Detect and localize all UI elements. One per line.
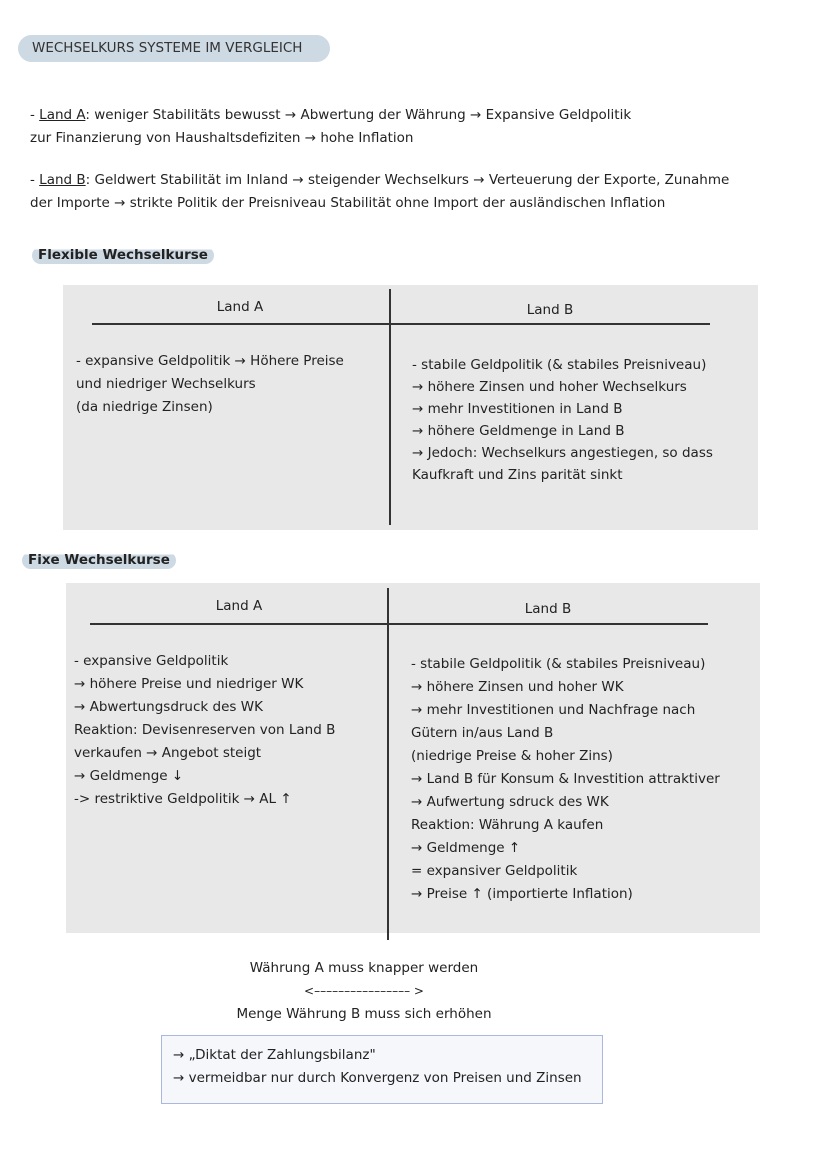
- cell-line: → Jedoch: Wechselkurs angestiegen, so dass: [412, 445, 713, 461]
- flexible-table: [63, 285, 758, 530]
- cell-line: → Land B für Konsum & Investition attraktiver: [411, 771, 720, 787]
- fixe-table: [66, 583, 760, 933]
- intro-land-a: - Land A: weniger Stabilitäts bewusst → Abwertung der Währung → Expansive Geldpolitik zur Finanzierung von Haushaltsdefiziten → hohe Inflation: [30, 104, 631, 150]
- fixe-header-a: Land A: [215, 598, 263, 614]
- cell-line: → Preise ↑ (importierte Inflation): [411, 886, 633, 902]
- cell-line: → Aufwertung sdruck des WK: [411, 794, 609, 810]
- flexible-heading: Flexible Wechselkurse: [32, 247, 214, 264]
- cell-line: Kaufkraft und Zins parität sinkt: [412, 467, 623, 483]
- land-a-text: : weniger Stabilitäts bewusst → Abwertung der Währung → Expansive Geldpolitik: [85, 107, 632, 123]
- cell-line: Gütern in/aus Land B: [411, 725, 554, 741]
- cell-line: → höhere Zinsen und hoher WK: [411, 679, 624, 695]
- cell-line: = expansiver Geldpolitik: [411, 863, 578, 879]
- cell-line: → mehr Investitionen und Nachfrage nach: [411, 702, 696, 718]
- land-a-label: Land A: [39, 107, 86, 123]
- intro-land-b: - Land B: Geldwert Stabilität im Inland → steigender Wechselkurs → Verteuerung der Exporte, Zunahme der Importe → strikte Politik der Preisniveau Stabilität ohne Import der ausländischen Inflation: [30, 169, 729, 215]
- flexible-header-a: Land A: [216, 299, 264, 315]
- land-b-text: : Geldwert Stabilität im Inland → steigender Wechselkurs → Verteuerung der Exporte, Zunahme: [85, 172, 730, 188]
- cell-line: (da niedrige Zinsen): [76, 399, 213, 415]
- cell-line: → Geldmenge ↑: [411, 840, 521, 856]
- land-b-label: Land B: [39, 172, 86, 188]
- cell-line: → mehr Investitionen in Land B: [412, 401, 623, 417]
- cell-line: → höhere Geldmenge in Land B: [412, 423, 625, 439]
- land-b-text-2: der Importe → strikte Politik der Preisniveau Stabilität ohne Import der ausländischen Inflation: [30, 195, 666, 211]
- double-arrow: <–––––––––––––––– >: [304, 984, 424, 998]
- flexible-cell-a: [76, 350, 344, 419]
- flexible-header-b: Land B: [526, 302, 574, 318]
- conclusion-line: → vermeidbar nur durch Konvergenz von Preisen und Zinsen: [173, 1070, 582, 1086]
- cell-line: - expansive Geldpolitik → Höhere Preise: [76, 353, 344, 369]
- summary-line-2: Menge Währung B muss sich erhöhen: [236, 1006, 492, 1022]
- cell-line: → Abwertungsdruck des WK: [74, 699, 263, 715]
- cell-line: verkaufen → Angebot steigt: [74, 745, 262, 761]
- cell-line: -> restriktive Geldpolitik → AL ↑: [74, 791, 292, 807]
- cell-line: - stabile Geldpolitik (& stabiles Preisniveau): [412, 357, 707, 373]
- divider: [90, 623, 708, 625]
- cell-line: - expansive Geldpolitik: [74, 653, 229, 669]
- cell-line: (niedrige Preise & hoher Zins): [411, 748, 613, 764]
- conclusion-line: → „Diktat der Zahlungsbilanz": [173, 1047, 376, 1063]
- conclusion-box: [161, 1035, 603, 1104]
- cell-line: Reaktion: Währung A kaufen: [411, 817, 604, 833]
- cell-line: Reaktion: Devisenreserven von Land B: [74, 722, 336, 738]
- land-a-text-2: zur Finanzierung von Haushaltsdefiziten → hohe Inflation: [30, 130, 414, 146]
- cell-line: und niedriger Wechselkurs: [76, 376, 256, 392]
- divider: [92, 323, 710, 325]
- fixe-header-b: Land B: [524, 601, 572, 617]
- fixe-heading: Fixe Wechselkurse: [22, 552, 176, 569]
- cell-line: → höhere Preise und niedriger WK: [74, 676, 304, 692]
- cell-line: → höhere Zinsen und hoher Wechselkurs: [412, 379, 687, 395]
- cell-line: → Geldmenge ↓: [74, 768, 184, 784]
- fixe-cell-b: [411, 653, 720, 906]
- summary-line-1: Währung A muss knapper werden: [249, 960, 479, 976]
- divider: [387, 588, 389, 940]
- cell-line: - stabile Geldpolitik (& stabiles Preisniveau): [411, 656, 706, 672]
- page-title: WECHSELKURS SYSTEME IM VERGLEICH: [18, 35, 330, 62]
- flexible-cell-b: [412, 354, 713, 486]
- divider: [389, 289, 391, 525]
- fixe-cell-a: [74, 650, 335, 811]
